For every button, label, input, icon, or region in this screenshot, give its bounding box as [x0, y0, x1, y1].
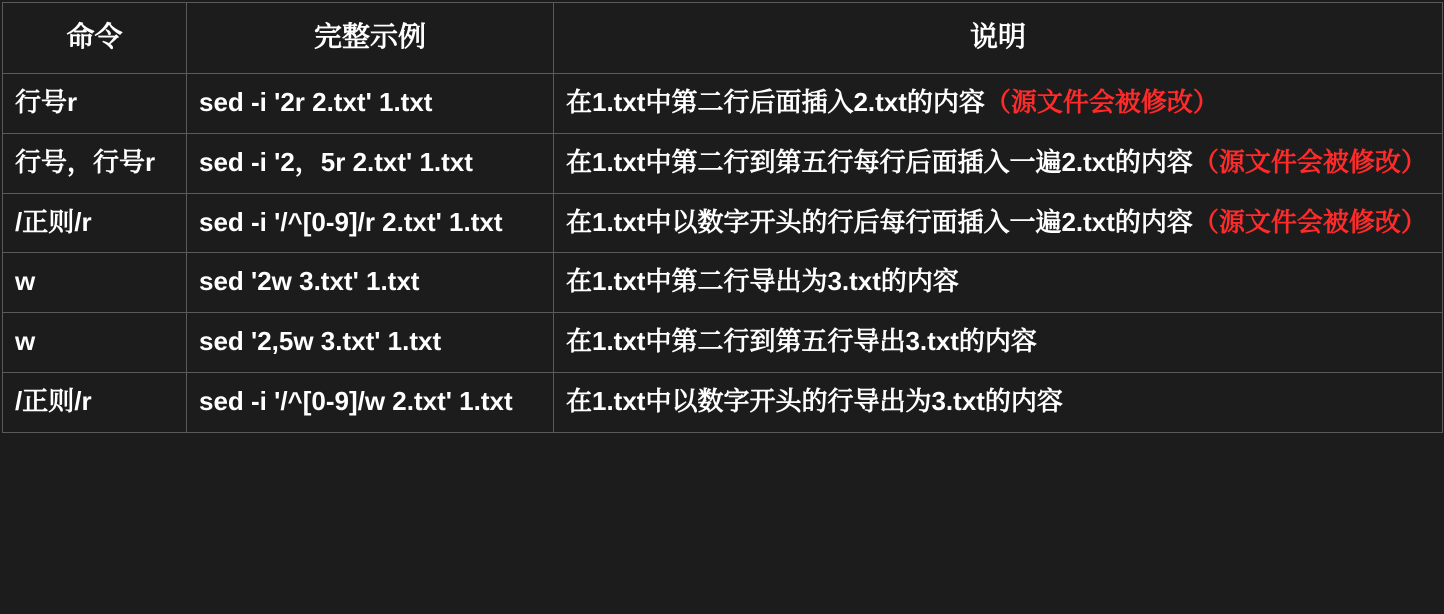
- table-body: [3, 73, 1443, 432]
- cell-description: [554, 253, 1443, 313]
- description-note: （源文件会被修改）: [1192, 206, 1427, 237]
- cell-description: [554, 133, 1443, 193]
- sed-command-table: [2, 2, 1443, 433]
- cell-description: [554, 373, 1443, 433]
- table-header: [3, 3, 1443, 74]
- description-main: 在1.txt中第二行到第五行每行后面插入一遍2.txt的内容: [566, 146, 1193, 177]
- cell-command: /正则/r: [3, 193, 187, 253]
- cell-example: sed '2,5w 3.txt' 1.txt: [187, 313, 554, 373]
- table-row: [3, 193, 1443, 253]
- cell-command: 行号r: [3, 73, 187, 133]
- cell-example: sed '2w 3.txt' 1.txt: [187, 253, 554, 313]
- cell-command: w: [3, 313, 187, 373]
- description-main: 在1.txt中第二行导出为3.txt的内容: [566, 266, 959, 297]
- cell-example: sed -i '/^[0-9]/w 2.txt' 1.txt: [187, 373, 554, 433]
- table-row: [3, 133, 1443, 193]
- column-header-example: 完整示例: [187, 3, 554, 74]
- table-row: [3, 373, 1443, 433]
- description-main: 在1.txt中以数字开头的行导出为3.txt的内容: [566, 386, 1063, 417]
- cell-description: [554, 313, 1443, 373]
- table-header-row: [3, 3, 1443, 74]
- cell-description: [554, 73, 1443, 133]
- cell-description: [554, 193, 1443, 253]
- description-main: 在1.txt中第二行后面插入2.txt的内容: [566, 86, 985, 117]
- description-main: 在1.txt中以数字开头的行后每行面插入一遍2.txt的内容: [566, 206, 1193, 237]
- description-note: （源文件会被修改）: [984, 86, 1219, 117]
- cell-example: sed -i '2，5r 2.txt' 1.txt: [187, 133, 554, 193]
- cell-command: 行号，行号r: [3, 133, 187, 193]
- cell-command: /正则/r: [3, 373, 187, 433]
- column-header-description: 说明: [554, 3, 1443, 74]
- table-row: [3, 73, 1443, 133]
- cell-command: w: [3, 253, 187, 313]
- sed-command-reference: [0, 2, 1444, 433]
- description-main: 在1.txt中第二行到第五行导出3.txt的内容: [566, 326, 1037, 357]
- cell-example: sed -i '/^[0-9]/r 2.txt' 1.txt: [187, 193, 554, 253]
- column-header-command: 命令: [3, 3, 187, 74]
- cell-example: sed -i '2r 2.txt' 1.txt: [187, 73, 554, 133]
- description-note: （源文件会被修改）: [1192, 146, 1427, 177]
- table-row: [3, 253, 1443, 313]
- table-row: [3, 313, 1443, 373]
